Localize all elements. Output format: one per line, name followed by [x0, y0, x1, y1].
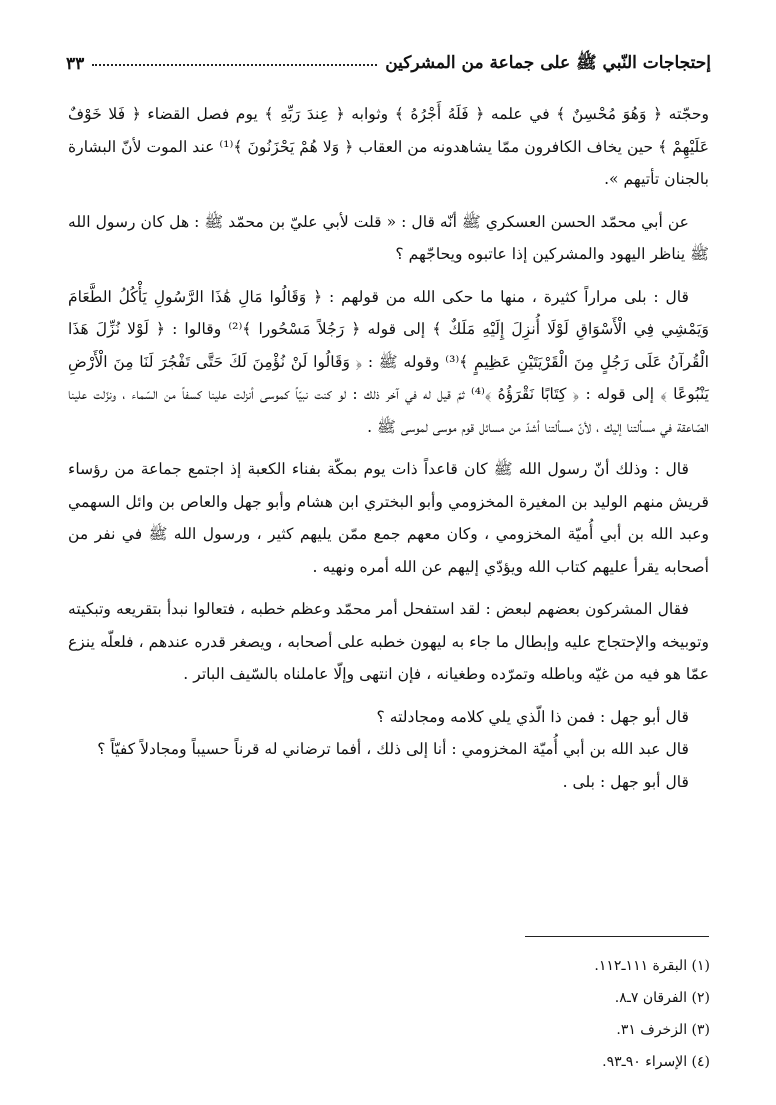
- footnote-divider: [525, 936, 709, 937]
- running-header: [66, 48, 711, 80]
- footnote-3: (٣) الزخرف ٣١.: [616, 1022, 710, 1038]
- paragraph-1: وحجّته ﴿ وَهُوَ مُحْسِنٌ ﴾ في علمه ﴿ فَلَهُ أَجْرُهُ ﴾ وثوابه ﴿ عِندَ رَبِّهِ ﴾ يوم فصل القضاء ﴿ فَلا خَوْفٌ عَلَيْهِمْ ﴾ حين يخاف الكافرون ممّا يشاهدونه من العقاب ﴿ وَلا هُمْ يَحْزَنُونَ ﴾⁽¹⁾ عند الموت لأنّ البشارة بالجنان تأتيهم ».: [68, 105, 710, 188]
- paragraph-7: قال عبد الله بن أبي أُميّة المخزومي : أنا إلى ذلك ، أفما ترضاني له قرناً حسيباً ومجادلاً كفيّاً ؟: [97, 740, 689, 758]
- paragraph-2: عن أبي محمّد الحسن العسكري ﷺ أنّه قال : « قلت لأبي عليّ بن محمّد ﷺ : هل كان رسول الله ﷺ يناظر اليهود والمشركين إذا عاتبوه ويحاجّهم ؟: [68, 212, 709, 263]
- paragraph-8: قال أبو جهل : بلى .: [562, 772, 689, 791]
- paragraph-6: قال أبو جهل : فمن ذا الّذي يلي كلامه ومجادلته ؟: [376, 707, 689, 726]
- footnote-2: (٢) الفرقان ٧ـ٨.: [614, 990, 710, 1006]
- footnote-4: (٤) الإسراء ٩٠ـ٩٣.: [602, 1054, 710, 1070]
- main-text: [68, 98, 709, 798]
- paragraph-3: قال : بلى مراراً كثيرة ، منها ما حكى الله من قولهم : ﴿ وَقَالُوا مَالِ هَٰذَا الرَّسُولِ يَأْكُلُ الطَّعَامَ وَيَمْشِي فِي الْأَسْوَاقِ لَوْلَا أُنزِلَ إِلَيْهِ مَلَكٌ ﴾ إلى قوله ﴿ رَجُلاً مَسْحُورا ﴾⁽²⁾ وقالوا : ﴿ لَوْلا نُزِّلَ هَذَا الْقُرآنُ عَلَى رَجُلٍ مِنَ الْقَرْيَتَيْنِ عَظِيمٍ ﴾⁽³⁾ وقوله ﷺ : ﴿ وَقَالُوا لَنْ نُؤْمِنَ لَكَ حَتَّى تَفْجُرَ لَنَا مِنَ الْأَرْضِ يَنْبُوعًا ﴾ إلى قوله : ﴿ كِتَابًا نَقْرَؤُهُ ﴾⁽⁴⁾ ثمّ قيل له في آخر ذلك : لو كنت نبيّاً كموسى أنزلت علينا كسفاً من السّماء ، ونزّلت علينا الصّاعقة في مسألتنا إليك ، لأنّ مسألتنا أشدّ من مسائل قوم موسى لموسى ﷺ .: [68, 287, 709, 436]
- paragraph-5: فقال المشركون بعضهم لبعض : لقد استفحل أمر محمّد وعظم خطبه ، فتعالوا نبدأ بتقريعه وتبكيته وتوبيخه والإحتجاج عليه وإبطال ما جاء به ليهون خطبه على أصحابه ، ويصغر قدره عندهم ، فلعلّه ينزع عمّا هو فيه من غيّه وباطله وتمرّده وطغيانه ، فإن انتهى وإلّا عاملناه بالسّيف الباتر .: [68, 600, 709, 683]
- paragraph-4: قال : وذلك أنّ رسول الله ﷺ كان قاعداً ذات يوم بمكّة بفناء الكعبة إذ اجتمع جماعة من رؤساء قريش منهم الوليد بن المغيرة المخزومي وأبو البختري ابن هشام وأبو جهل والعاص بن وائل السهمي وعبد الله بن أبي أُميّة المخزومي ، وكان معهم جمع ممّن يليهم كثير ، ورسول الله ﷺ في نفر من أصحابه يقرأ عليهم كتاب الله ويؤدّي إليهم عن الله أمره ونهيه .: [68, 460, 709, 576]
- running-title: إحتجاجات النّبي ﷺ على جماعة من المشركين: [385, 52, 711, 73]
- page-number: ٣٣: [66, 54, 85, 74]
- footnote-1: (١) البقرة ١١١ـ١١٢.: [594, 958, 710, 974]
- footnotes: [420, 950, 710, 1078]
- header-leader-dots: [92, 54, 377, 66]
